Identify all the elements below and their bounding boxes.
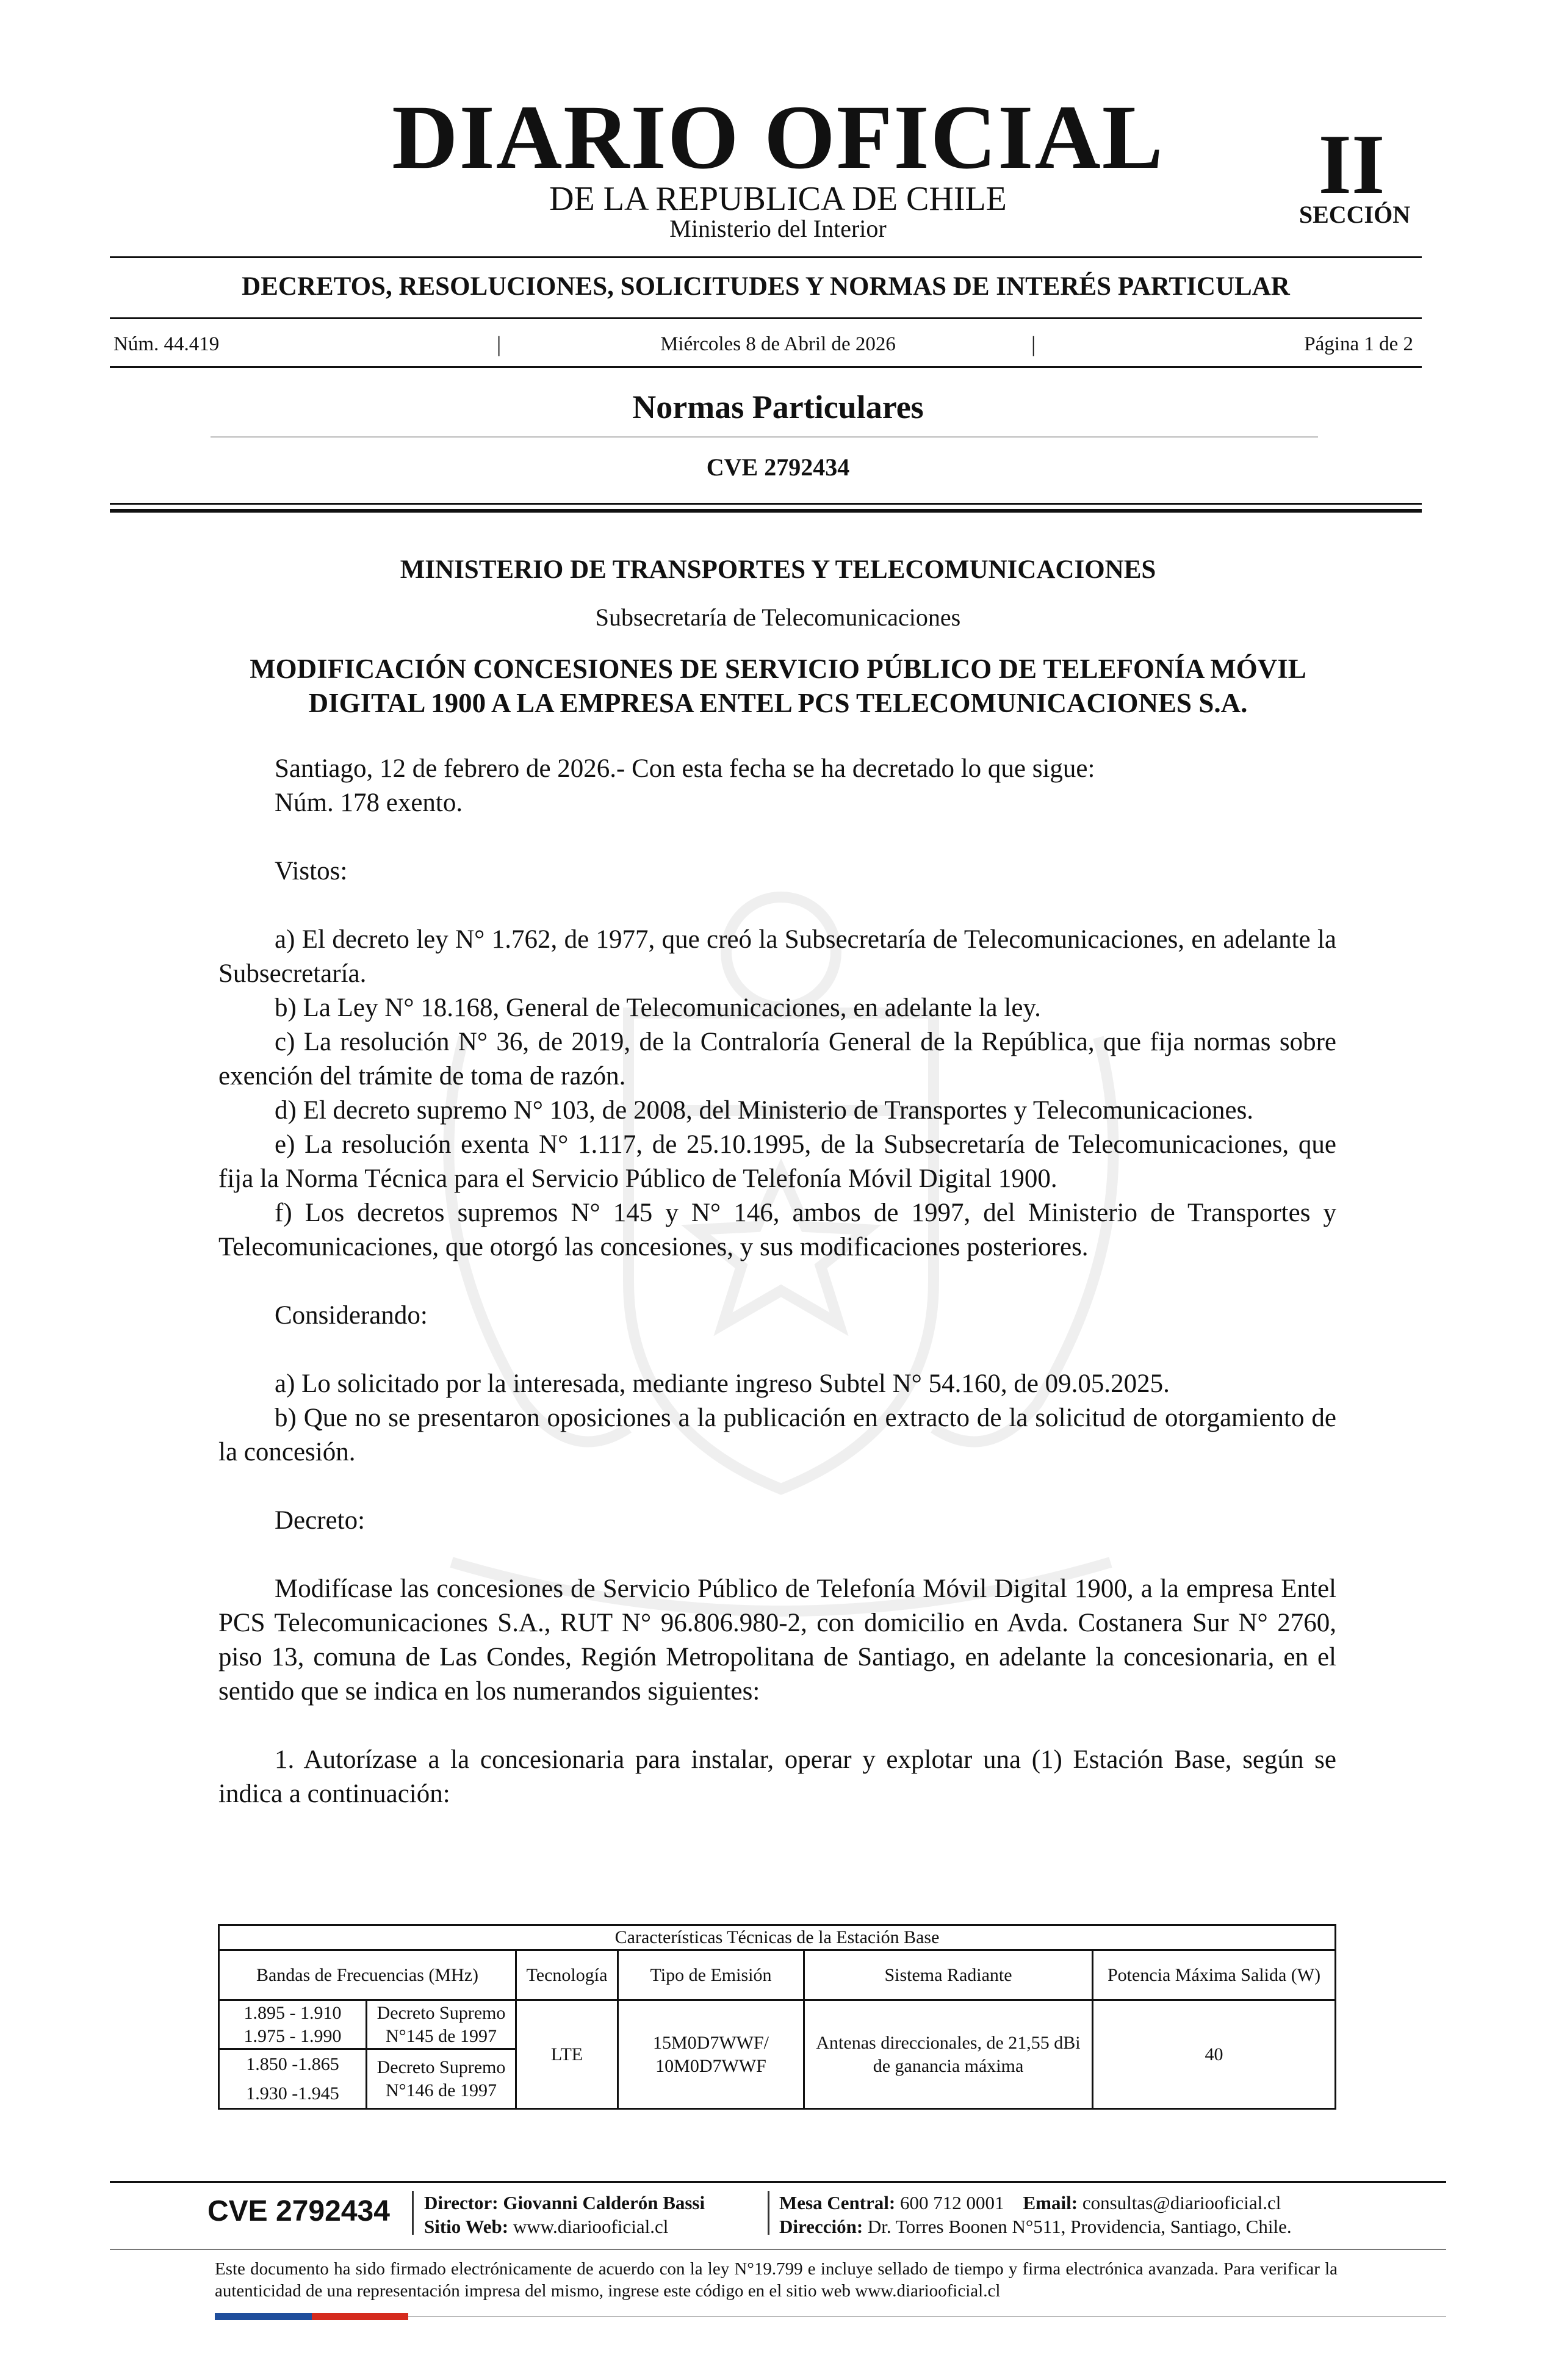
phone-label: Mesa Central: [779, 2192, 896, 2213]
emission-type: 15M0D7WWF/ [653, 2032, 769, 2053]
issue-number: Núm. 44.419 [113, 333, 220, 355]
footer-hairline [408, 2316, 1446, 2317]
vistos-item: c) La resolución N° 36, de 2019, de la Contraloría General de la República, que fija normas sobre exención del trámite de toma de razón. [218, 1028, 1336, 1091]
newspaper-subtitle: DE LA REPUBLICA DE CHILE [549, 180, 1007, 218]
footer-divider [768, 2191, 769, 2235]
numbered-item: 1. Autorízase a la concesionaria para instalar, operar y explotar una (1) Estación Base, según se indica a continuación: [218, 1745, 1336, 1808]
frequency-range: 1.975 - 1.990 [243, 2025, 342, 2046]
vistos-item: d) El decreto supremo N° 103, de 2008, del Ministerio de Transportes y Telecomunicaciones. [275, 1096, 1254, 1125]
decree-number: Núm. 178 exento. [275, 788, 463, 817]
emission-type: 10M0D7WWF [655, 2055, 766, 2076]
category-banner: DECRETOS, RESOLUCIONES, SOLICITUDES Y NORMAS DE INTERÉS PARTICULAR [242, 272, 1290, 301]
newspaper-title: DIARIO OFICIAL [392, 87, 1164, 188]
table-header: Bandas de Frecuencias (MHz) [219, 1950, 516, 2000]
document-title-line: MODIFICACIÓN CONCESIONES DE SERVICIO PÚBLICO DE TELEFONÍA MÓVIL [250, 654, 1306, 684]
table-cell-frequency [219, 2000, 367, 2049]
table-cell-power: 40 [1093, 2000, 1336, 2109]
table-cell-decree: Decreto Supremo N°146 de 1997 [367, 2049, 516, 2109]
flag-blue-segment [215, 2313, 312, 2320]
vistos-item: b) La Ley N° 18.168, General de Telecomunicaciones, en adelante la ley. [275, 993, 1041, 1022]
legal-notice: Este documento ha sido firmado electrónicamente de acuerdo con la ley N°19.799 e incluye sellado de tiempo y firma electrónica avanzada. Para verificar la autenticidad de una representación impresa del mismo, ingrese este código en el sitio web www.diariooficial.cl [215, 2259, 1338, 2301]
phone-number: 600 712 0001 [900, 2192, 1004, 2213]
flag-stripe [215, 2313, 408, 2320]
frequency-range: 1.895 - 1.910 [243, 2002, 342, 2023]
considerando-heading: Considerando: [275, 1301, 428, 1330]
section-heading: Normas Particulares [632, 389, 924, 425]
table-header: Potencia Máxima Salida (W) [1093, 1950, 1336, 2000]
website-link[interactable]: www.diariooficial.cl [513, 2216, 669, 2237]
document-body [218, 752, 1336, 1811]
intro-paragraph: Santiago, 12 de febrero de 2026.- Con esta fecha se ha decretado lo que sigue: [275, 754, 1095, 783]
station-specs-table [218, 1924, 1336, 2110]
page-indicator: Página 1 de 2 [1304, 333, 1413, 355]
footer-contact-right [779, 2191, 1292, 2238]
section-label: SECCIÓN [1298, 201, 1411, 228]
ministry-line: Ministerio del Interior [669, 215, 887, 242]
masthead-rule [110, 256, 1422, 258]
info-separator: | [497, 332, 502, 356]
document-title [183, 652, 1373, 720]
document-title-line: DIGITAL 1900 A LA EMPRESA ENTEL PCS TELECOMUNICACIONES S.A. [308, 688, 1248, 718]
info-rule [110, 366, 1422, 368]
footer-rule [110, 2181, 1446, 2183]
heading-underline [211, 436, 1318, 438]
director-label: Director: [424, 2192, 499, 2213]
info-separator: | [1031, 332, 1036, 356]
vistos-heading: Vistos: [275, 857, 348, 885]
table-cell-emission [618, 2000, 804, 2109]
double-rule-top [110, 503, 1422, 505]
vistos-item: f) Los decretos supremos N° 145 y N° 146, ambos de 1997, del Ministerio de Transportes y Telecomunicaciones, que otorgó las concesiones, y sus modificaciones posteriores. [218, 1199, 1336, 1261]
website-label: Sitio Web: [424, 2216, 509, 2237]
table-cell-radiating: Antenas direccionales, de 21,55 dBi de ganancia máxima [804, 2000, 1093, 2109]
address-text: Dr. Torres Boonen N°511, Providencia, Santiago, Chile. [867, 2216, 1292, 2237]
director-name: Giovanni Calderón Bassi [503, 2192, 705, 2213]
footer-cve-code: CVE 2792434 [207, 2195, 390, 2227]
flag-red-segment [312, 2313, 409, 2320]
email-link[interactable]: consultas@diariooficial.cl [1082, 2192, 1281, 2213]
considerando-item: a) Lo solicitado por la interesada, mediante ingreso Subtel N° 54.160, de 09.05.2025. [275, 1369, 1170, 1398]
email-label: Email: [1023, 2192, 1078, 2213]
decreto-heading: Decreto: [275, 1506, 366, 1535]
table-header: Tecnología [516, 1950, 618, 2000]
table-header: Tipo de Emisión [618, 1950, 804, 2000]
banner-rule [110, 317, 1422, 319]
vistos-item: a) El decreto ley N° 1.762, de 1977, que creó la Subsecretaría de Telecomunicaciones, en adelante la Subsecretaría. [218, 925, 1336, 988]
considerando-item: b) Que no se presentaron oposiciones a la publicación en extracto de la solicitud de otorgamiento de la concesión. [218, 1404, 1336, 1466]
cve-code: CVE 2792434 [706, 453, 850, 481]
frequency-range: 1.930 -1.945 [246, 2083, 339, 2104]
footer-contact-left [424, 2191, 705, 2238]
address-label: Dirección: [779, 2216, 863, 2237]
table-cell-frequency [219, 2049, 367, 2109]
table-header: Sistema Radiante [804, 1950, 1093, 2000]
vistos-item: e) La resolución exenta N° 1.117, de 25.10.1995, de la Subsecretaría de Telecomunicaciones, que fija la Norma Técnica para el Servicio Público de Telefonía Móvil Digital 1900. [218, 1130, 1336, 1193]
table-caption: Características Técnicas de la Estación Base [219, 1925, 1336, 1950]
table-cell-decree: Decreto Supremo N°145 de 1997 [367, 2000, 516, 2049]
section-number: II [1318, 117, 1385, 212]
organization-name: MINISTERIO DE TRANSPORTES Y TELECOMUNICACIONES [400, 555, 1156, 584]
issue-date: Miércoles 8 de Abril de 2026 [660, 333, 896, 355]
frequency-range: 1.850 -1.865 [246, 2054, 339, 2074]
decreto-paragraph: Modifícase las concesiones de Servicio Público de Telefonía Móvil Digital 1900, a la empresa Entel PCS Telecomunicaciones S.A., RUT N° 96.806.980-2, con domicilio en Avda. Costanera Sur N° 2760, piso 13, comuna de Las Condes, Región Metropolitana de Santiago, en adelante la concesionaria, en el sentido que se indica en los numerandos siguientes: [218, 1574, 1336, 1706]
double-rule-bottom [110, 509, 1422, 513]
suborganization-name: Subsecretaría de Telecomunicaciones [595, 604, 961, 631]
table-cell-technology: LTE [516, 2000, 618, 2109]
footer-divider [412, 2191, 414, 2235]
footer-rule [110, 2249, 1446, 2250]
